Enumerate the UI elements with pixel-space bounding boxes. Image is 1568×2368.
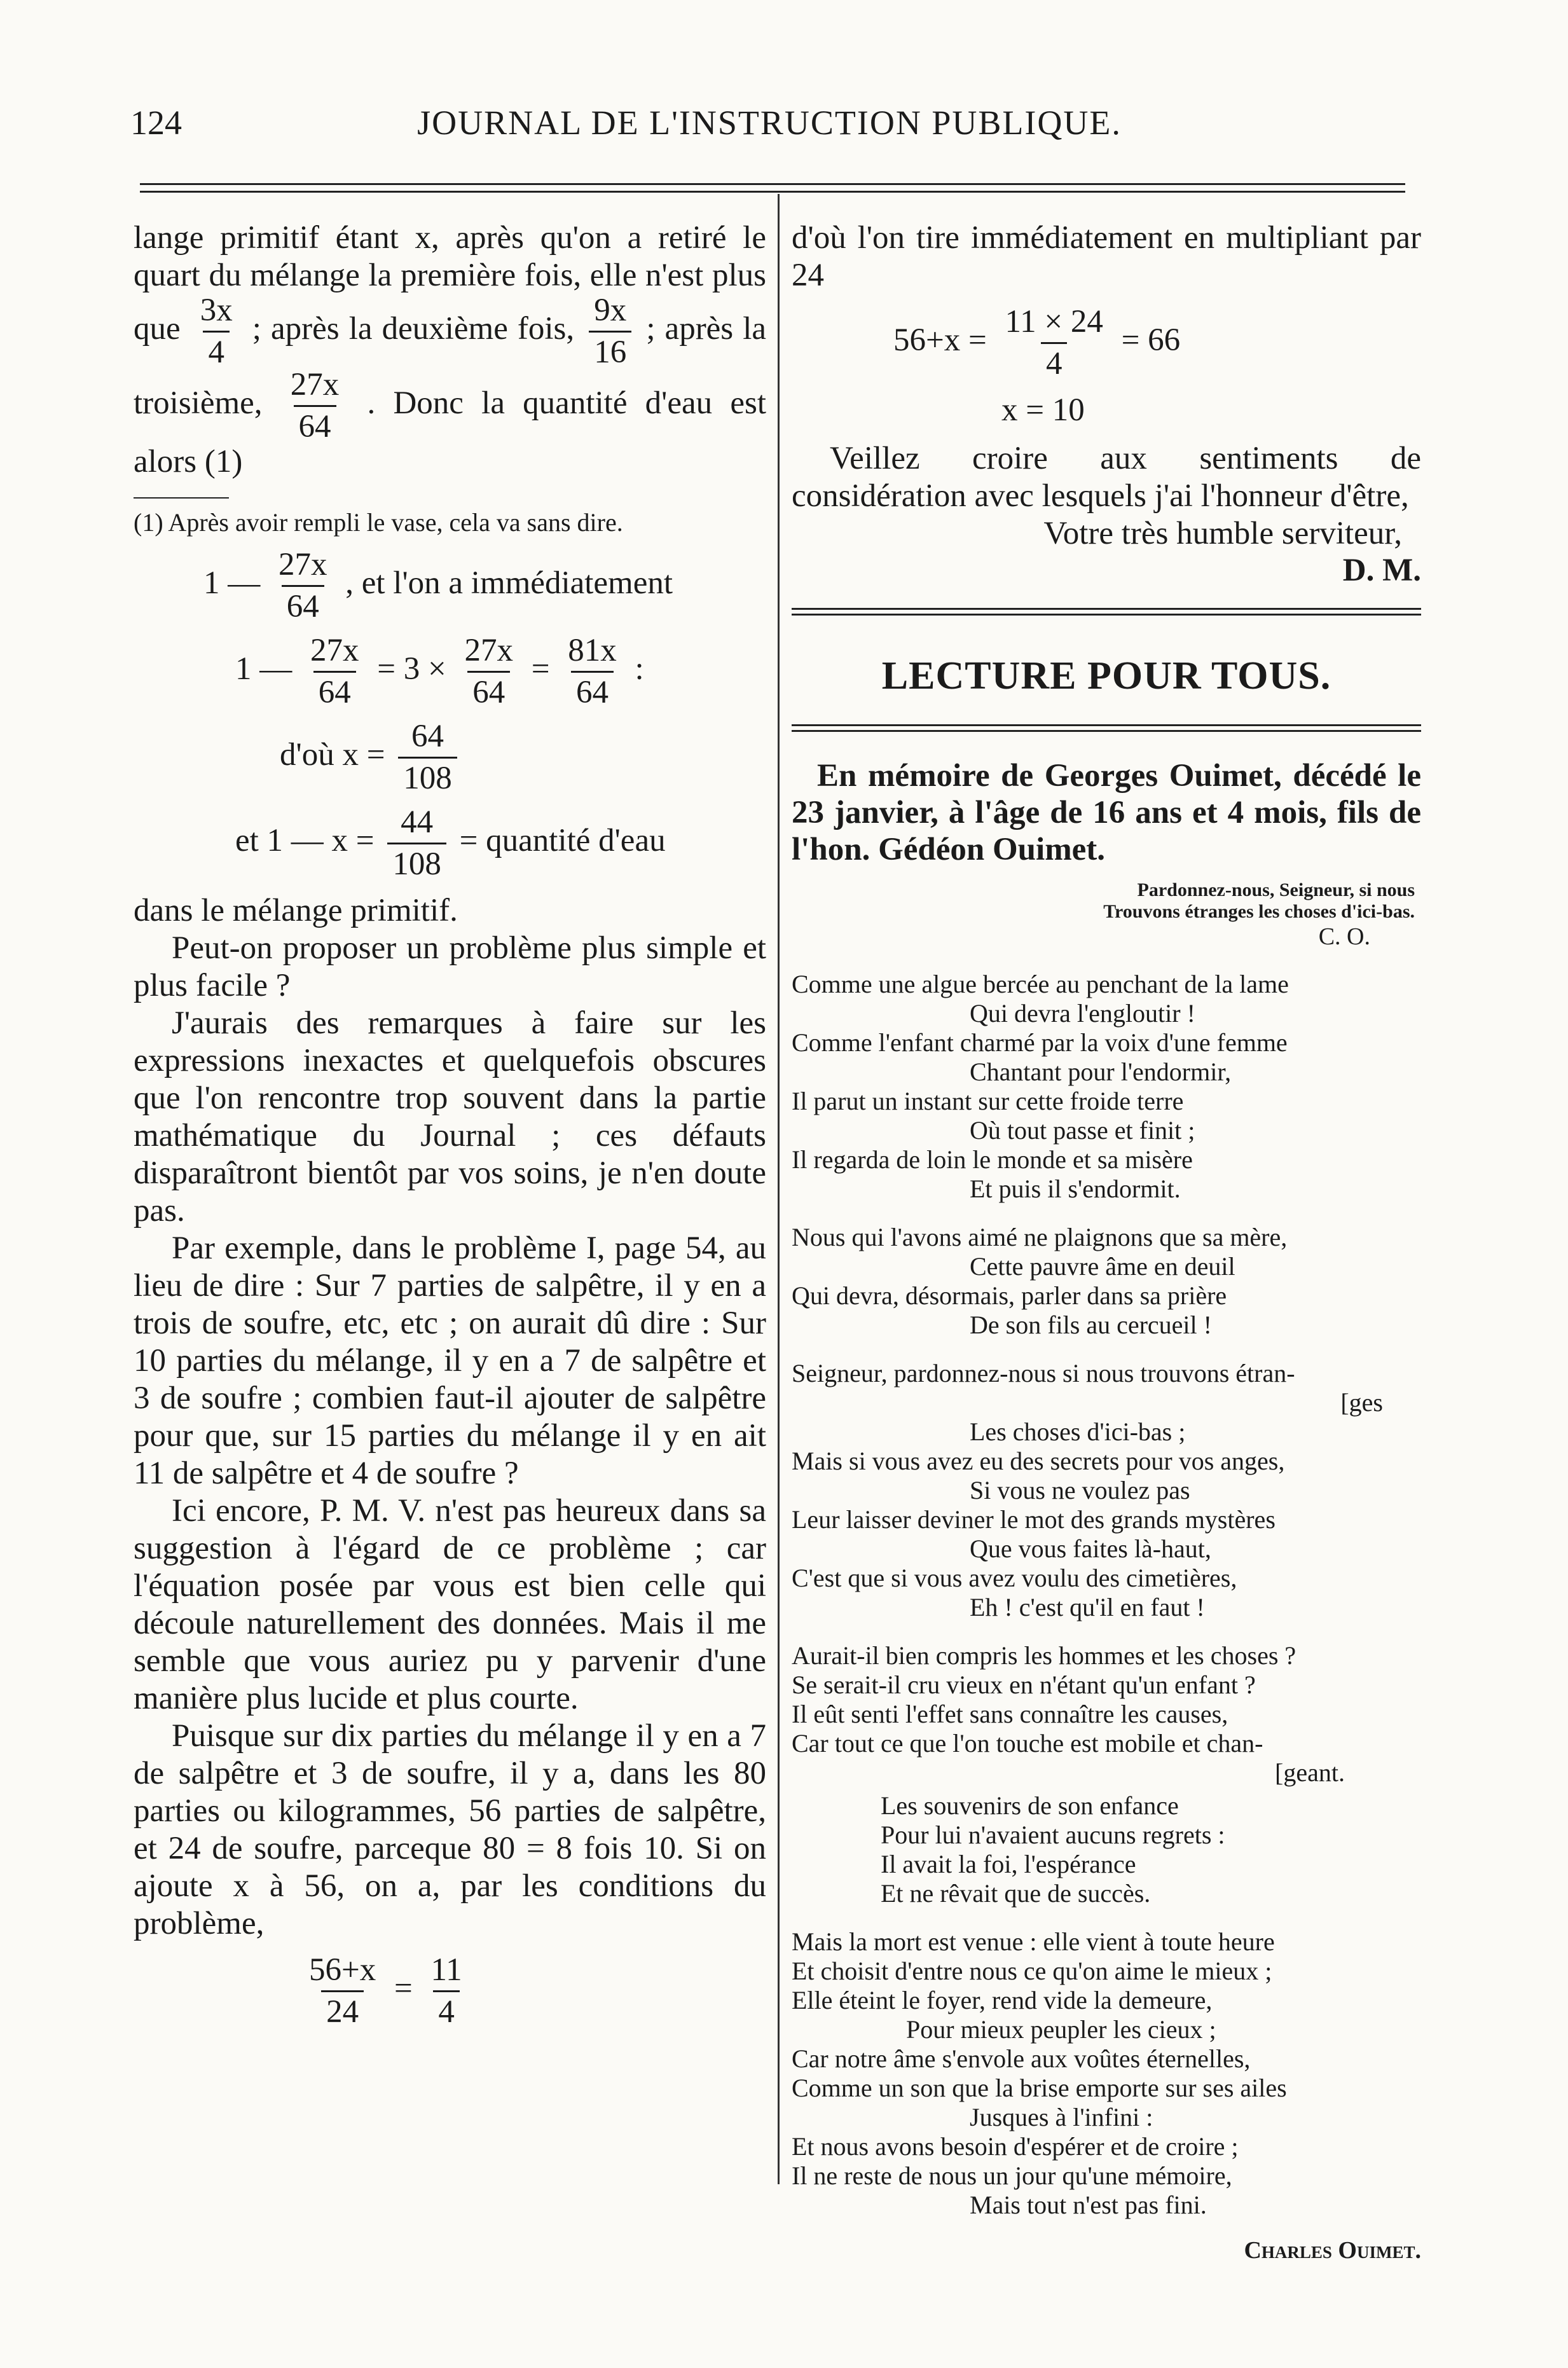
verse-line: De son fils au cercueil ! xyxy=(970,1311,1212,1339)
verse-line: Comme une algue bercée au penchant de la lame xyxy=(792,970,1289,998)
paragraph: Peut-on proposer un problème plus simple et plus facile ? xyxy=(134,930,766,1003)
verse-line: Elle éteint le foyer, rend vide la demeure, xyxy=(792,1986,1213,2014)
verse-line: Aurait-il bien compris les hommes et les choses ? xyxy=(792,1641,1296,1670)
verse-line: Les souvenirs de son enfance xyxy=(881,1791,1179,1820)
paragraph: Ici encore, P. M. V. n'est pas heureux dans sa suggestion à l'égard de ce problème ; car l'équation posée par vous est bien celle qui découle naturellement des données. Mais il me semble que vous auriez pu y parvenir d'une manière plus lucide et plus courte. xyxy=(134,1493,766,1716)
fraction: $\frac{27x}{64}$ xyxy=(290,367,340,444)
stanza xyxy=(792,1791,1421,1908)
verse-line: Nous qui l'avons aimé ne plaignons que sa mère, xyxy=(792,1223,1288,1251)
verse-line: Il parut un instant sur cette froide terre xyxy=(792,1087,1184,1115)
journal-title: JOURNAL DE L'INSTRUCTION PUBLIQUE. xyxy=(417,104,1122,142)
verse-line: Seigneur, pardonnez-nous si nous trouvons étran- xyxy=(792,1359,1295,1387)
paragraph: Veillez croire aux sentiments de considération avec lesquels j'ai l'honneur d'être, xyxy=(792,441,1421,514)
verse-line: Si vous ne voulez pas xyxy=(970,1476,1190,1504)
verse-line: [geant. xyxy=(1275,1758,1345,1787)
verse-line: Mais si vous avez eu des secrets pour vos anges, xyxy=(792,1447,1285,1475)
fraction: $\frac{3x}{4}$ xyxy=(200,293,233,370)
verse-line: Car notre âme s'envole aux voûtes éternelles, xyxy=(792,2044,1251,2073)
poem-author: Charles Ouimet. xyxy=(1244,2237,1421,2264)
verse-line: Mais la mort est venue : elle vient à toute heure xyxy=(792,1927,1275,1956)
header-rule-2 xyxy=(140,191,1405,193)
column-divider xyxy=(778,194,780,2184)
equation: 1 — $\frac{27x}{64}$ = 3 × $\frac{27x}{64}$ = $\frac{81x}{64}$ : xyxy=(235,633,644,710)
verse-line: Il ne reste de nous un jour qu'une mémoire, xyxy=(792,2161,1232,2190)
equation: $\frac{56+x}{24}$ = $\frac{11}{4}$ xyxy=(309,1952,462,2030)
page-number: 124 xyxy=(130,104,182,142)
verse-line: [ges xyxy=(1340,1388,1383,1417)
verse-line: Jusques à l'infini : xyxy=(970,2103,1153,2131)
verse-line: Et ne rêvait que de succès. xyxy=(881,1879,1151,1908)
verse-line: Qui devra l'engloutir ! xyxy=(970,999,1195,1028)
stanza xyxy=(792,1641,1421,1787)
signature: D. M. xyxy=(1342,553,1421,588)
epigraph-author: C. O. xyxy=(1318,923,1370,950)
paragraph: lange primitif étant x, après qu'on a retiré le quart du mélange la première fois, elle n'est plus que $\frac{3x}{4}$ ; après la deuxième fois, $\frac{9x}{16}$ ; après la troisième, $\frac{27x}{64}$ . Donc la quantité d'eau est alors (1) xyxy=(134,220,767,479)
equation: d'où x = $\frac{64}{108}$ xyxy=(134,720,766,795)
footnote-rule xyxy=(134,497,229,499)
section-rule xyxy=(792,608,1421,616)
verse-line: C'est que si vous avez voulu des cimetières, xyxy=(792,1564,1237,1592)
equation: 1 — $\frac{27x}{64}$ , et l'on a immédiatement xyxy=(203,547,673,624)
verse-line: Eh ! c'est qu'il en faut ! xyxy=(970,1593,1205,1621)
verse-line: Car tout ce que l'on touche est mobile et chan- xyxy=(792,1729,1263,1758)
left-column xyxy=(134,219,766,2040)
verse-line: Et choisit d'entre nous ce qu'on aime le mieux ; xyxy=(792,1957,1272,1985)
paragraph: dans le mélange primitif. xyxy=(134,893,458,928)
verse-line: Cette pauvre âme en deuil xyxy=(970,1252,1235,1281)
equation: 56+x = $\frac{11 \times 24}{4}$ = 66 xyxy=(893,304,1181,382)
paragraph: J'aurais des remarques à faire sur les expressions inexactes et quelquefois obscures que l'on rencontre trop souvent dans la partie mathématique du Journal ; ces défauts disparaîtront bientôt par vos soins, je n'en doute pas. xyxy=(134,1005,766,1229)
fraction: $\frac{9x}{16}$ xyxy=(589,294,631,369)
verse-line: Mais tout n'est pas fini. xyxy=(970,2191,1207,2219)
footnote: (1) Après avoir rempli le vase, cela va sans dire. xyxy=(134,508,623,537)
verse-line: Il avait la foi, l'espérance xyxy=(881,1850,1136,1878)
section-title: LECTURE POUR TOUS. xyxy=(881,654,1331,698)
verse-line: Il eût senti l'effet sans connaître les causes, xyxy=(792,1700,1228,1728)
verse-line: Il regarda de loin le monde et sa misère xyxy=(792,1145,1193,1174)
running-header xyxy=(130,103,1408,154)
verse-line: Qui devra, désormais, parler dans sa prière xyxy=(792,1281,1227,1310)
stanza xyxy=(792,1927,1421,2220)
verse-line: Pour lui n'avaient aucuns regrets : xyxy=(881,1821,1225,1849)
verse-line: Et nous avons besoin d'espérer et de croire ; xyxy=(792,2132,1239,2161)
verse-line: Comme un son que la brise emporte sur ses ailes xyxy=(792,2074,1287,2102)
header-rule xyxy=(140,183,1405,185)
dedication: En mémoire de Georges Ouimet, décédé le 23 janvier, à l'âge de 16 ans et 4 mois, fils de l'hon. Gédéon Ouimet. xyxy=(792,758,1421,867)
equation: x = 10 xyxy=(1001,392,1085,428)
paragraph: d'où l'on tire immédiatement en multipliant par 24 xyxy=(792,220,1421,293)
verse-line: Chantant pour l'endormir, xyxy=(970,1057,1232,1086)
verse-line: Comme l'enfant charmé par la voix d'une femme xyxy=(792,1028,1288,1057)
verse-line: Et puis il s'endormit. xyxy=(970,1174,1181,1203)
section-rule xyxy=(792,724,1421,732)
verse-line: Leur laisser deviner le mot des grands mystères xyxy=(792,1505,1276,1534)
verse-line: Que vous faites là-haut, xyxy=(970,1534,1211,1563)
right-column xyxy=(792,219,1421,2264)
verse-line: Se serait-il cru vieux en n'étant qu'un enfant ? xyxy=(792,1670,1256,1699)
epigraph: Trouvons étranges les choses d'ici-bas. xyxy=(1103,901,1415,922)
verse-line: Les choses d'ici-bas ; xyxy=(970,1417,1186,1446)
paragraph: Par exemple, dans le problème I, page 54, au lieu de dire : Sur 7 parties de salpêtre, il y en a trois de soufre, etc, etc ; on aurait dû dire : Sur 10 parties du mélange, il y en a 7 de salpêtre et 3 de soufre ; combien faut-il ajouter de salpêtre pour que, sur 15 parties du mélange il y en ait 11 de salpêtre et 4 de soufre ? xyxy=(134,1230,766,1491)
equation: et 1 — x = $\frac{44}{108}$ = quantité d'eau xyxy=(235,804,666,882)
verse-line: Pour mieux peupler les cieux ; xyxy=(906,2015,1216,2044)
verse-line: Où tout passe et finit ; xyxy=(970,1116,1195,1145)
stanza xyxy=(792,970,1421,1204)
paragraph: Puisque sur dix parties du mélange il y en a 7 de salpêtre et 3 de soufre, il y a, dans les 80 parties ou kilogrammes, 56 parties de salpêtre, et 24 de soufre, parceque 80 = 8 fois 10. Si on ajoute x à 56, on a, par les conditions du problème, xyxy=(134,1718,766,1941)
stanza xyxy=(792,1359,1421,1622)
stanza xyxy=(792,1223,1421,1340)
closing: Votre très humble serviteur, xyxy=(1043,516,1402,551)
epigraph: Pardonnez-nous, Seigneur, si nous xyxy=(1137,879,1415,900)
